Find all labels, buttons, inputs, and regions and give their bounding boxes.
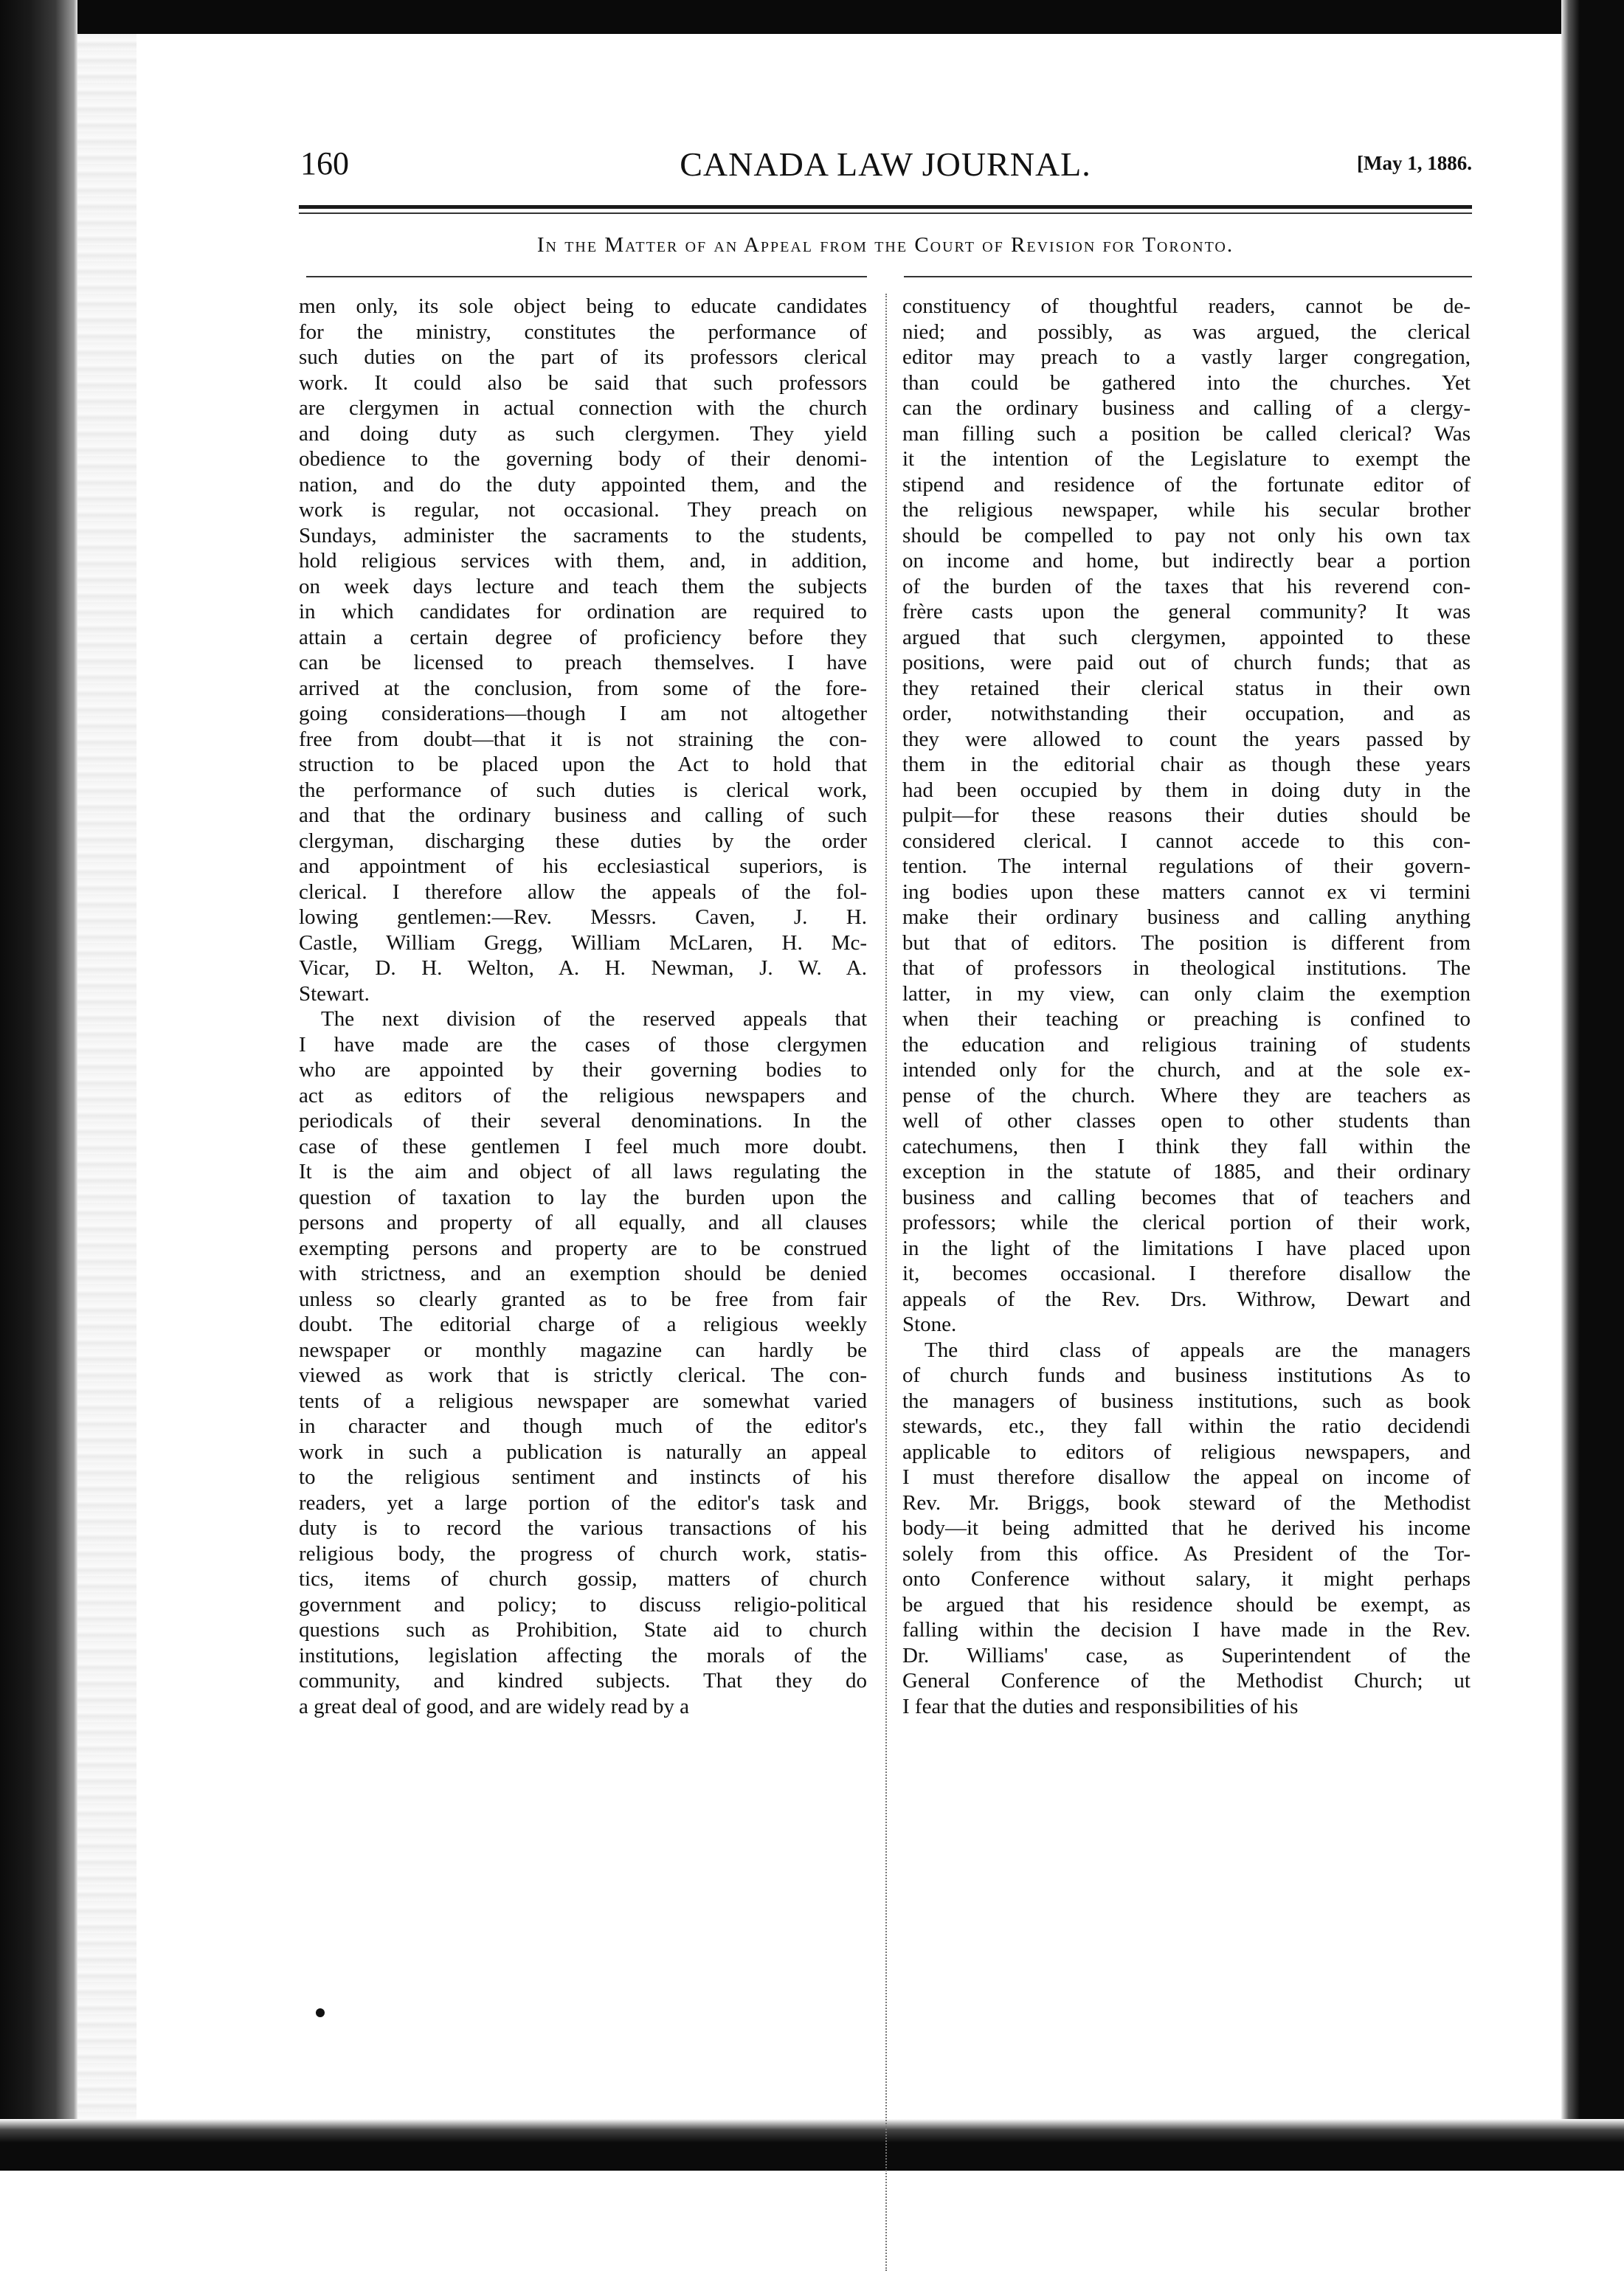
case-title: In the Matter of an Appeal from the Court of Revision for Toronto. [536, 233, 1234, 257]
text-line: nation, and do the duty appointed them, and the [299, 472, 867, 497]
text-line: catechumens, then I think they fall within the [902, 1134, 1471, 1158]
column-rule-right [904, 276, 1472, 277]
text-line: such duties on the part of its professors clerical [299, 345, 867, 369]
text-line: clerical. I therefore allow the appeals of the fol- [299, 879, 867, 904]
text-line: duty is to record the various transactions of his [299, 1516, 867, 1540]
text-line: they retained their clerical status in their own [902, 676, 1471, 700]
text-line: are clergymen in actual connection with the church [299, 396, 867, 420]
text-line: when their teaching or preaching is confined to [902, 1007, 1471, 1031]
text-line: clergyman, discharging these duties by the order [299, 829, 867, 853]
text-line: than could be gathered into the churches. Yet [902, 370, 1471, 395]
text-line: Rev. Mr. Briggs, book steward of the Methodist [902, 1490, 1471, 1515]
text-line: Castle, William Gregg, William McLaren, H. Mc- [299, 930, 867, 955]
text-line: work. It could also be said that such professors [299, 370, 867, 395]
text-line: business and calling becomes that of teachers and [902, 1185, 1471, 1209]
text-line: stipend and residence of the fortunate editor of [902, 472, 1471, 497]
right-column [902, 294, 1471, 1719]
text-line: can the ordinary business and calling of a clergy- [902, 396, 1471, 420]
left-column [299, 294, 867, 1719]
page-number: 160 [300, 145, 349, 182]
text-line: I fear that the duties and responsibilities of his [902, 1694, 1299, 1718]
text-line: General Conference of the Methodist Church; ut [902, 1669, 1471, 1693]
text-line: frère casts upon the general community? It was [902, 600, 1471, 623]
text-line: and appointment of his ecclesiastical superiors, is [299, 854, 867, 878]
text-line: Stewart. [299, 981, 370, 1006]
text-line: professors; while the clerical portion of their work, [902, 1211, 1471, 1234]
text-line: that of professors in theological institutions. The [902, 956, 1471, 980]
text-line: religious body, the progress of church work, statis- [299, 1541, 867, 1566]
column-divider [885, 294, 888, 2271]
text-line: attain a certain degree of proficiency before they [299, 625, 867, 649]
text-line: falling within the decision I have made in the Rev. [902, 1618, 1471, 1642]
scan-bottom-border [0, 2119, 1624, 2171]
text-line: questions such as Prohibition, State aid to church [299, 1618, 867, 1642]
text-line: question of taxation to lay the burden upon the [299, 1185, 867, 1209]
text-line: pulpit—for these reasons their duties should be [902, 803, 1471, 827]
text-line: body—it being admitted that he derived his income [902, 1516, 1471, 1540]
text-line: on income and home, but indirectly bear a portion [902, 549, 1471, 573]
text-line: should be compelled to pay not only his own tax [902, 523, 1471, 547]
running-title: CANADA LAW JOURNAL. [680, 145, 1091, 183]
issue-date: [May 1, 1886. [1357, 152, 1472, 174]
scan-left-binding-shadow [0, 0, 77, 2171]
text-line: case of these gentlemen I feel much more doubt. [299, 1134, 867, 1158]
text-line: The next division of the reserved appeals that [321, 1007, 867, 1031]
text-line: ing bodies upon these matters cannot ex vi termini [902, 879, 1471, 904]
text-line: readers, yet a large portion of the editor's task and [299, 1490, 867, 1515]
scan-top-border [0, 0, 1624, 34]
text-line: government and policy; to discuss religio-political [299, 1592, 867, 1617]
text-line: a great deal of good, and are widely read by a [299, 1694, 690, 1718]
text-line: in the light of the limitations I have placed upon [902, 1236, 1471, 1260]
text-line: institutions, legislation affecting the morals of the [299, 1643, 867, 1667]
text-line: stewards, etc., they fall within the ratio decidendi [902, 1414, 1471, 1438]
text-line: nied; and possibly, as was argued, the clerical [902, 319, 1471, 344]
text-line: but that of editors. The position is different from [902, 930, 1471, 955]
text-line: work in such a publication is naturally an appeal [299, 1439, 867, 1464]
text-line: and doing duty as such clergymen. They yield [299, 421, 867, 446]
text-line: struction to be placed upon the Act to hold that [299, 753, 867, 776]
text-line: of church funds and business institutions As to [902, 1363, 1471, 1387]
text-line: on week days lecture and teach them the subjects [299, 574, 867, 598]
text-line: the religious newspaper, while his secular brother [902, 498, 1471, 522]
text-line: can be licensed to preach themselves. I have [299, 651, 867, 674]
text-line: appeals of the Rev. Drs. Withrow, Dewart and [902, 1287, 1471, 1311]
text-line: viewed as work that is strictly clerical. The con- [299, 1363, 867, 1387]
text-line: newspaper or monthly magazine can hardly be [299, 1338, 867, 1362]
text-line: tents of a religious newspaper are somewhat varied [299, 1389, 867, 1413]
text-line: of the burden of the taxes that his reverend con- [902, 574, 1471, 598]
text-line: well of other classes open to other students than [902, 1109, 1471, 1133]
text-line: it, becomes occasional. I therefore disallow the [902, 1262, 1471, 1285]
text-line: Sundays, administer the sacraments to the students, [299, 523, 867, 547]
text-line: for the ministry, constitutes the performance of [299, 319, 867, 344]
text-line: The third class of appeals are the managers [925, 1338, 1471, 1362]
scan-right-border [1561, 0, 1624, 2171]
text-line: make their ordinary business and calling anything [902, 905, 1471, 929]
text-line: It is the aim and object of all laws regulating the [299, 1160, 867, 1183]
text-line: and that the ordinary business and calling of such [299, 803, 867, 827]
text-line: in which candidates for ordination are required to [299, 600, 867, 623]
text-line: unless so clearly granted as to be free from fair [299, 1287, 867, 1311]
text-line: the managers of business institutions, such as book [902, 1389, 1471, 1413]
text-line: obedience to the governing body of their denomi- [299, 447, 867, 471]
text-line: argued that such clergymen, appointed to these [902, 625, 1471, 649]
text-line: them in the editorial chair as though these years [902, 753, 1471, 776]
scan-ink-speck [316, 2008, 325, 2017]
text-line: applicable to editors of religious newspapers, and [902, 1439, 1471, 1464]
text-line: who are appointed by their governing bodies to [299, 1058, 867, 1082]
header-rule-thin [299, 212, 1472, 214]
text-line: periodicals of their several denominations. In the [299, 1109, 867, 1133]
text-line: constituency of thoughtful readers, cannot be de- [902, 294, 1471, 318]
text-line: had been occupied by them in doing duty in the [902, 778, 1471, 802]
text-line: considered clerical. I cannot accede to this con- [902, 829, 1471, 853]
text-line: with strictness, and an exemption should be denied [299, 1262, 867, 1285]
text-line: persons and property of all equally, and all clauses [299, 1211, 867, 1234]
text-line: Vicar, D. H. Welton, A. H. Newman, J. W. A. [299, 956, 867, 980]
text-line: Stone. [902, 1313, 957, 1336]
text-line: community, and kindred subjects. That they do [299, 1669, 867, 1693]
text-line: positions, were paid out of church funds; that as [902, 651, 1471, 674]
text-line: to the religious sentiment and instincts of his [299, 1465, 867, 1489]
text-line: Dr. Williams' case, as Superintendent of the [902, 1643, 1471, 1667]
text-line: editor may preach to a vastly larger congregation, [902, 345, 1471, 369]
text-line: solely from this office. As President of the Tor- [902, 1541, 1471, 1566]
scan-left-gutter-noise [77, 34, 137, 2171]
text-line: they were allowed to count the years passed by [902, 727, 1471, 751]
journal-page [299, 140, 1472, 1718]
text-line: work is regular, not occasional. They preach on [299, 498, 867, 522]
text-line: tention. The internal regulations of their govern- [902, 854, 1471, 878]
header-rule-thick [299, 205, 1472, 209]
text-line: the performance of such duties is clerical work, [299, 778, 867, 802]
text-line: pense of the church. Where they are teachers as [902, 1083, 1471, 1107]
text-line: onto Conference without salary, it might perhaps [902, 1567, 1471, 1591]
text-line: lowing gentlemen:—Rev. Messrs. Caven, J. H. [299, 905, 867, 929]
text-line: exception in the statute of 1885, and their ordinary [902, 1160, 1471, 1183]
text-line: it the intention of the Legislature to exempt the [902, 447, 1471, 471]
text-line: act as editors of the religious newspapers and [299, 1083, 867, 1107]
text-line: going considerations—though I am not altogether [299, 702, 867, 725]
text-line: doubt. The editorial charge of a religious weekly [299, 1313, 867, 1336]
text-line: man filling such a position be called clerical? Was [902, 421, 1471, 446]
text-line: be argued that his residence should be exempt, as [902, 1592, 1471, 1617]
text-line: latter, in my view, can only claim the exemption [902, 981, 1471, 1006]
text-line: I have made are the cases of those clergymen [299, 1032, 867, 1057]
text-line: tics, items of church gossip, matters of church [299, 1567, 867, 1591]
text-line: order, notwithstanding their occupation, and as [902, 702, 1471, 725]
column-rule-left [306, 276, 867, 277]
page-header [299, 140, 1472, 192]
text-line: exempting persons and property are to be construed [299, 1236, 867, 1260]
text-line: men only, its sole object being to educate candidates [299, 294, 867, 318]
text-line: the education and religious training of students [902, 1032, 1471, 1057]
text-line: intended only for the church, and at the sole ex- [902, 1058, 1471, 1082]
text-line: free from doubt—that it is not straining the con- [299, 727, 867, 751]
text-line: I must therefore disallow the appeal on income of [902, 1465, 1471, 1489]
text-line: hold religious services with them, and, in addition, [299, 549, 867, 573]
text-line: arrived at the conclusion, from some of the fore- [299, 676, 867, 700]
text-line: in character and though much of the editor's [299, 1414, 867, 1438]
